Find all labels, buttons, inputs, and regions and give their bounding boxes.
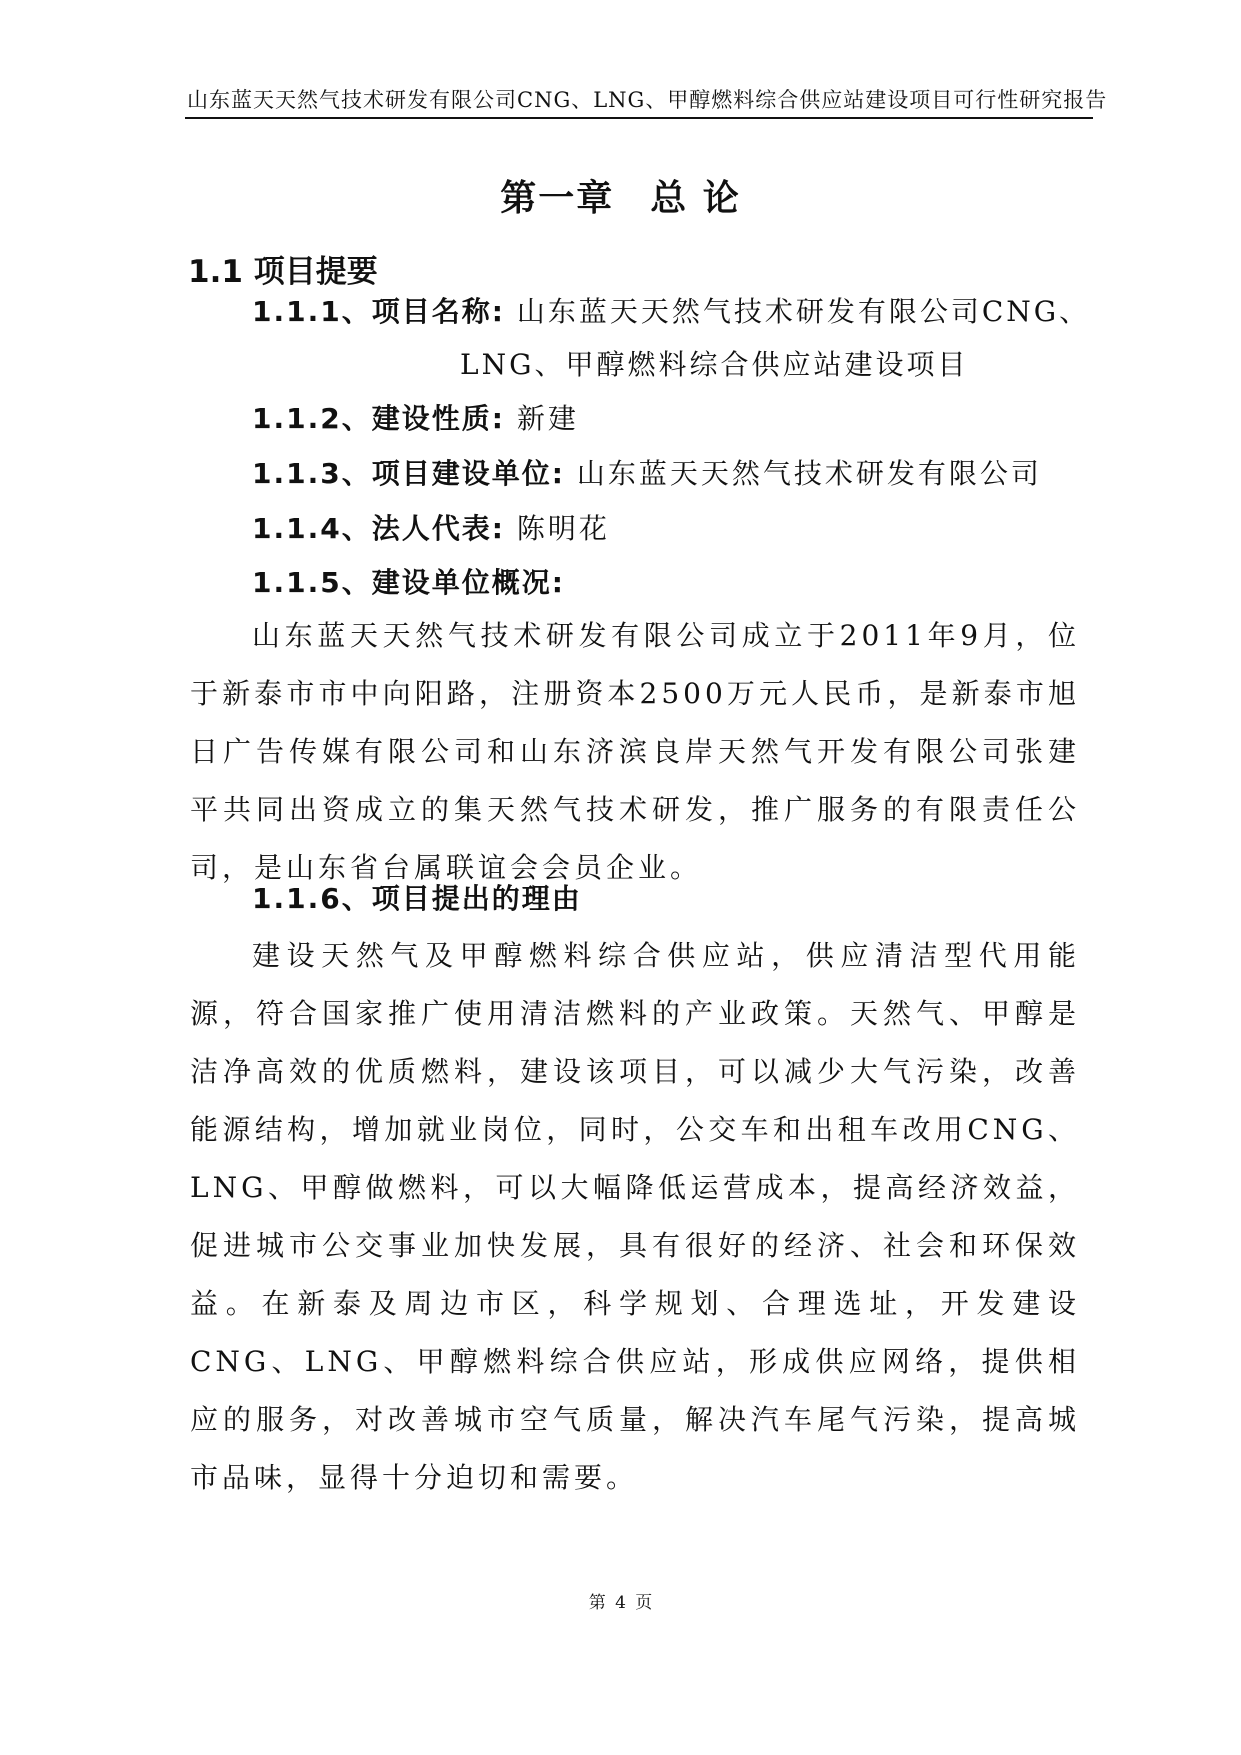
reason-paragraph: 建设天然气及甲醇燃料综合供应站，供应清洁型代用能源，符合国家推广使用清洁燃料的产业政策。天然气、甲醇是洁净高效的优质燃料，建设该项目，可以减少大气污染，改善能源结构，增加就业岗位，同时，公交车和出租车改用CNG、LNG、甲醇做燃料，可以大幅降低运营成本，提高经济效益，促进城市公交事业加快发展，具有很好的经济、社会和环保效益。在新泰及周边市区，科学规划、合理选址，开发建设CNG、LNG、甲醇燃料综合供应站，形成供应网络，提供相应的服务，对改善城市空气质量，解决汽车尾气污染，提高城市品味，显得十分迫切和需要。	[190, 939, 1080, 1494]
header-divider	[185, 117, 1093, 119]
item-project-reason-label: 1.1.6、项目提出的理由	[252, 882, 582, 915]
overview-paragraph: 山东蓝天天然气技术研发有限公司成立于2011年9月，位于新泰市市中向阳路，注册资本2500万元人民币，是新泰市旭日广告传媒有限公司和山东济滨良岸天然气开发有限公司张建平共同出资成立的集天然气技术研发，推广服务的有限责任公司，是山东省台属联谊会会员企业。	[190, 619, 1080, 884]
item-legal-rep-label: 1.1.4、法人代表:	[252, 512, 505, 545]
page-number: 第 4 页	[588, 1593, 653, 1613]
item-build-nature	[252, 397, 579, 437]
item-build-nature-label: 1.1.2、建设性质:	[252, 402, 505, 435]
chapter-number: 第一章	[500, 178, 615, 219]
item-build-nature-value: 新建	[516, 402, 579, 435]
section-heading: 1.1 项目提要	[188, 254, 378, 290]
item-project-name	[252, 290, 1090, 330]
item-legal-rep	[252, 507, 610, 547]
item-project-reason	[252, 877, 582, 917]
item-project-name-value: 山东蓝天天然气技术研发有限公司CNG、	[516, 295, 1091, 328]
chapter-title: 总 论	[650, 178, 741, 219]
item-project-name-value-cont: LNG、甲醇燃料综合供应站建设项目	[460, 348, 969, 381]
chapter-heading	[0, 170, 1241, 221]
item-project-name-label: 1.1.1、项目名称:	[252, 295, 505, 328]
item-legal-rep-value: 陈明花	[516, 512, 610, 545]
item-build-unit-value: 山东蓝天天然气技术研发有限公司	[576, 457, 1042, 490]
item-unit-overview	[252, 561, 565, 601]
running-header: 山东蓝天天然气技术研发有限公司CNG、LNG、甲醇燃料综合供应站建设项目可行性研究报告	[187, 88, 1108, 112]
item-unit-overview-label: 1.1.5、建设单位概况:	[252, 566, 565, 599]
item-build-unit	[252, 452, 1042, 492]
item-build-unit-label: 1.1.3、项目建设单位:	[252, 457, 565, 490]
